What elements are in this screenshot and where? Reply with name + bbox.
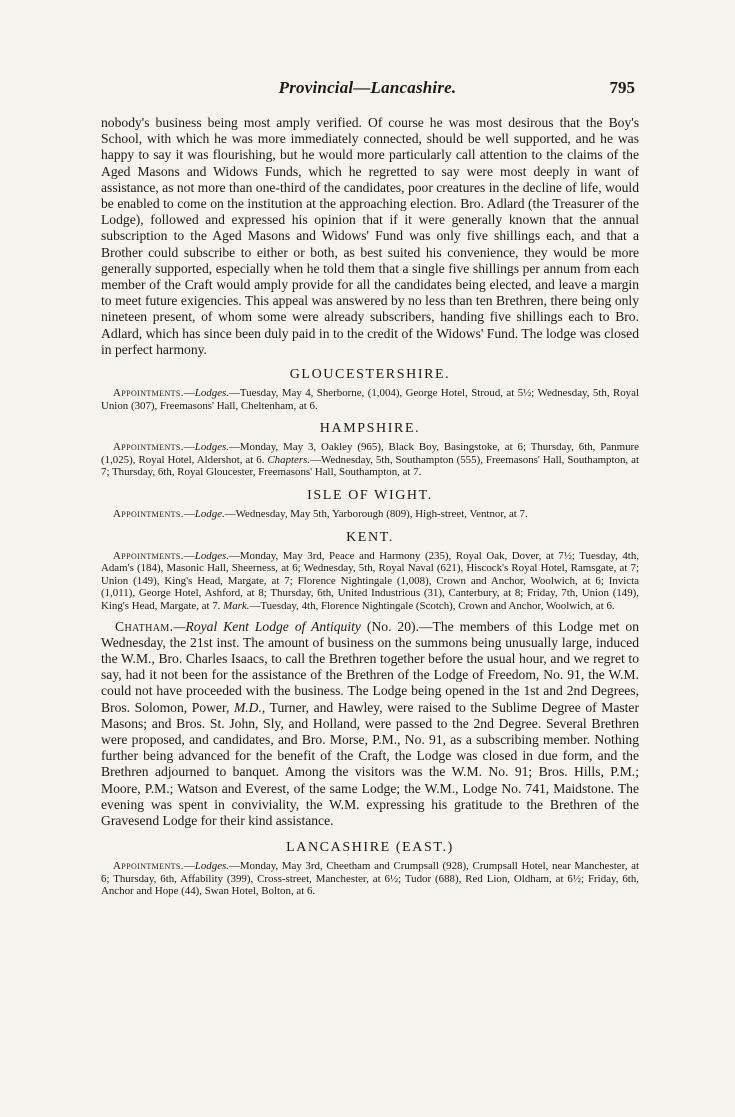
chatham-report (101, 619, 639, 830)
appointments-text: —Tuesday, 4th, Florence Nightingale (Scotch), Crown and Anchor, Woolwich, at 6. (249, 599, 615, 612)
dash: — (183, 549, 195, 562)
degree-md: M.D. (233, 699, 262, 715)
appointments-isle-of-wight (101, 508, 639, 521)
appointments-kent (101, 550, 639, 613)
appointments-hampshire (101, 441, 639, 479)
running-title: Provincial—Lancashire. (278, 78, 457, 97)
report-text: (No. 20).—The members of this Lodge met on Wednesday, the 21st inst. The amount of business on the summons being unusually large, induced the W.M., Bro. Charles Isaacs, to call the Brethren together before the usual hour, and we regret to say, had it not been for the assistance of the Brethren of the Lodge of Freedom, No. 91, the W.M. could not have proceeded with the business. The Lodge being opened in the 1st and 2nd Degrees, Bros. Solomon, Power, (101, 618, 639, 715)
lodge-label: Lodge. (194, 508, 225, 521)
appointments-label: Appointments. (113, 860, 184, 873)
lodges-label: Lodges. (194, 387, 229, 400)
place-name: Chatham. (115, 618, 174, 634)
appointments-gloucestershire (101, 387, 639, 412)
appointments-text: —Monday, May 3rd, Cheetham and Crumpsall (928), Crumpsall Hotel, near Manchester, at 6; Thursday, 6th, Affability (399), Cross-street, Manchester, at 6½; Tudor (688), Red Lion, Oldham, at 6½; Friday, 6th, Anchor and Hope (44), Swan Hotel, Bolton, at 6. (101, 860, 639, 898)
appointments-text: —Wednesday, 5th, Southampton (555), Freemasons' Hall, Southampton, at 7; Thursday, 6th, Royal Gloucester, Freemasons' Hall, Southampton, at 7. (101, 453, 639, 479)
heading-hampshire: HAMPSHIRE. (319, 421, 421, 437)
appointments-lancashire-east (101, 860, 639, 898)
mark-label: Mark. (223, 599, 250, 612)
article-body (101, 115, 639, 901)
appointments-text: —Tuesday, May 4, Sherborne, (1,004), George Hotel, Stroud, at 5½; Wednesday, 5th, Royal Union (307), Freemasons' Hall, Cheltenham, at 6. (101, 387, 639, 412)
heading-kent: KENT. (346, 529, 394, 545)
appointments-label: Appointments. (113, 549, 184, 562)
lodges-label: Lodges. (194, 549, 229, 562)
lodge-name: —Royal Kent Lodge of Antiquity (173, 618, 361, 634)
appointments-text: —Wednesday, May 5th, Yarborough (809), High-street, Ventnor, at 7. (224, 508, 528, 521)
dash: — (183, 860, 195, 873)
lodges-label: Lodges. (194, 860, 229, 873)
appointments-text: —Monday, May 3, Oakley (965), Black Boy, Basingstoke, at 6; Thursday, 6th, Panmure (1,025), Royal Hotel, Aldershot, at 6. (101, 441, 639, 466)
dash: — (183, 508, 195, 521)
chapters-label: Chapters. (267, 453, 311, 466)
heading-isle-of-wight: ISLE OF WIGHT. (307, 488, 433, 504)
heading-lancashire-east: LANCASHIRE (EAST.) (286, 840, 454, 856)
dash: — (183, 387, 195, 400)
appointments-text: —Monday, May 3rd, Peace and Harmony (235), Royal Oak, Dover, at 7½; Tuesday, 4th, Adam's (184), Masonic Hall, Sheerness, at 6; Wednesday, 5th, Royal Naval (621), Hiscock's Royal Hotel, Ramsgate, at 7; Union (149), King's Head, Margate, at 7; Florence Nightingale (1,008), Crown and Anchor, Woolwich, at 6; Invicta (1,011), George Hotel, Ashford, at 8; Thursday, 6th, United Industrious (31), Canterbury, at 8; Friday, 7th, Union (149), King's Head, Margate, at 7. (101, 549, 639, 612)
lodges-label: Lodges. (194, 441, 229, 454)
opening-paragraph: nobody's business being most amply verified. Of course he was most desirous that the Boy's School, with which he was more immediately connected, should be well supported, and he was happy to say it was flourishing, but he would more particularly call attention to the claims of the Aged Masons and Widows Funds, which he regretted to say were most deeply in want of assistance, as not more than one-third of the candidates, poor creatures in the decline of life, would be enabled to come on the institution at the approaching election. Bro. Adlard (the Treasurer of the Lodge), followed and expressed his opinion that if it were generally known that the annual subscription to the Aged Masons and Widows' Fund was only five shillings each, and that a Brother could subscribe to either or both, as best suited his convenience, they would be more generally supported, especially when he told them that a single five shillings per annum from each member of the Craft would amply provide for all the candidates being elected, and leave a margin to meet future exigencies. This appeal was answered by no less than ten Brethren, there being only nineteen present, of whom some were already subscribers, handing five shillings each to Bro. Adlard, which has since been duly paid in to the credit of the Widows' Fund. The lodge was closed in perfect harmony. (101, 115, 639, 357)
page-header (0, 78, 735, 104)
appointments-label: Appointments. (113, 508, 184, 521)
appointments-label: Appointments. (113, 387, 184, 400)
appointments-label: Appointments. (113, 441, 184, 454)
page-number: 795 (609, 78, 635, 97)
dash: — (183, 441, 195, 454)
heading-gloucestershire: GLOUCESTERSHIRE. (289, 367, 451, 383)
report-text: , Turner, and Hawley, were raised to the Sublime Degree of Master Masons; and Bros. St. John, Sly, and Holland, were passed to the 2nd Degree. Several Brethren were proposed, and candidates, and Bro. Morse, P.M., No. 91, as a subscribing member. Nothing further being advanced for the benefit of the Craft, the Lodge was closed in due form, and the Brethren adjourned to banquet. Among the visitors was the W.M. No. 91; Bros. Hills, P.M.; Moore, P.M.; Watson and Everest, of the same Lodge; the W.M., Lodge No. 741, Maidstone. The evening was spent in conviviality, the W.M. expressing his gratitude to the Brethren of the Gravesend Lodge for their kind assistance. (101, 699, 639, 829)
